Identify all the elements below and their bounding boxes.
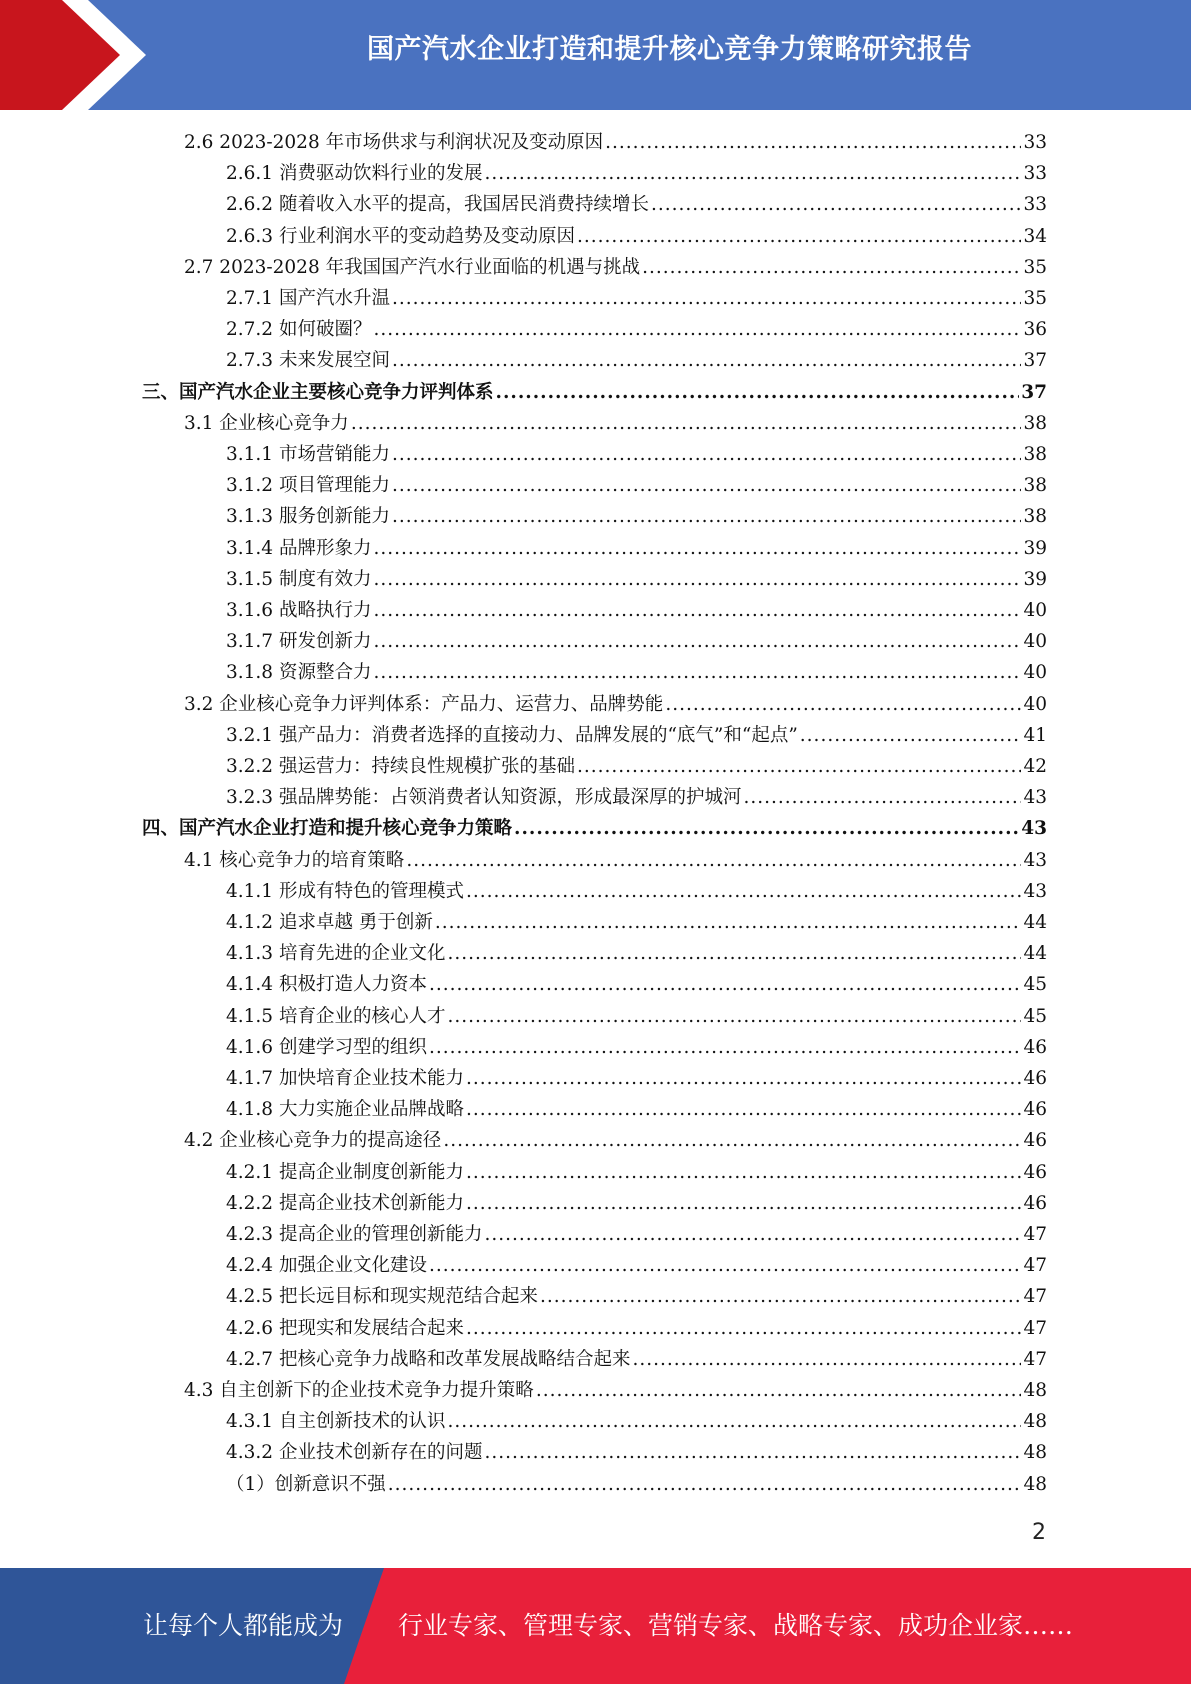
- toc-entry-page: 40: [1023, 631, 1047, 653]
- toc-entry[interactable]: [226, 595, 1047, 626]
- toc-entry-title: 4.1.8 大力实施企业品牌战略: [226, 1099, 464, 1121]
- toc-entry-page: 34: [1023, 225, 1047, 247]
- toc-entry[interactable]: [226, 1094, 1047, 1125]
- toc-entry-page: 46: [1023, 1130, 1047, 1152]
- toc-entry-title: 3.1.2 项目管理能力: [226, 475, 390, 497]
- toc-entry-page: 43: [1023, 787, 1047, 809]
- toc-entry-page: 47: [1023, 1255, 1047, 1277]
- toc-entry-page: 43: [1021, 818, 1047, 840]
- toc-dot-leader: [651, 189, 1021, 220]
- toc-dot-leader: [496, 377, 1020, 408]
- toc-entry-title: 4.2.5 把长远目标和现实规范结合起来: [226, 1286, 538, 1308]
- toc-entry-title: 三、国产汽水企业主要核心竞争力评判体系: [142, 381, 494, 403]
- toc-entry[interactable]: [226, 1219, 1047, 1250]
- toc-entry[interactable]: [226, 1469, 1047, 1500]
- toc-dot-leader: [605, 127, 1021, 158]
- toc-entry[interactable]: [226, 969, 1047, 1000]
- toc-entry[interactable]: [142, 377, 1047, 408]
- toc-entry-title: 3.1.1 市场营销能力: [226, 444, 390, 465]
- toc-dot-leader: [373, 595, 1021, 626]
- toc-entry-title: 3.2.1 强产品力：消费者选择的直接动力、品牌发展的“底气”和“起点”: [226, 724, 798, 746]
- toc-dot-leader: [484, 158, 1021, 189]
- toc-entry-page: 35: [1023, 288, 1047, 309]
- toc-entry-title: 4.1.4 积极打造人力资本: [226, 974, 427, 996]
- toc-entry-page: 46: [1023, 1161, 1047, 1183]
- toc-entry-title: 3.2.3 强品牌势能：占领消费者认知资源，形成最深厚的护城河: [226, 787, 742, 809]
- toc-entry-title: 4.1.2 追求卓越 勇于创新: [226, 912, 433, 933]
- toc-entry-title: 2.6.3 行业利润水平的变动趋势及变动原因: [226, 225, 575, 247]
- toc-entry-page: 38: [1023, 506, 1047, 528]
- toc-dot-leader: [392, 283, 1021, 314]
- toc-entry[interactable]: [142, 813, 1047, 844]
- toc-dot-leader: [351, 408, 1022, 439]
- toc-entry[interactable]: [184, 408, 1047, 439]
- toc-dot-leader: [800, 720, 1022, 751]
- page-number: 2: [1032, 1520, 1046, 1545]
- toc-dot-leader: [632, 1344, 1021, 1375]
- toc-entry-page: 46: [1023, 1036, 1047, 1058]
- toc-entry-page: 40: [1023, 662, 1047, 684]
- toc-dot-leader: [466, 876, 1021, 907]
- footer-slogan-left: 让每个人都能成为: [143, 1611, 344, 1640]
- toc-entry-page: 44: [1023, 912, 1047, 933]
- toc-entry-page: 45: [1023, 1005, 1047, 1027]
- toc-dot-leader: [373, 314, 1021, 345]
- toc-entry-page: 48: [1023, 1473, 1047, 1495]
- toc-entry-page: 35: [1023, 256, 1047, 278]
- toc-entry-title: 3.1.4 品牌形象力: [226, 537, 372, 559]
- toc-entry[interactable]: [226, 876, 1047, 907]
- toc-entry[interactable]: [226, 1406, 1047, 1437]
- toc-entry-title: 4.1.1 形成有特色的管理模式: [226, 880, 464, 902]
- toc-entry-title: 4.1.7 加快培育企业技术能力: [226, 1068, 464, 1089]
- toc-dot-leader: [392, 439, 1021, 470]
- toc-dot-leader: [392, 470, 1021, 501]
- toc-entry-title: 4.1.3 培育先进的企业文化: [226, 943, 446, 965]
- toc-entry[interactable]: [226, 1032, 1047, 1063]
- toc-dot-leader: [466, 1063, 1021, 1094]
- toc-entry-page: 33: [1023, 132, 1047, 153]
- toc-dot-leader: [373, 533, 1021, 564]
- toc-entry-title: 3.1.7 研发创新力: [226, 631, 372, 653]
- toc-entry-title: 3.2.2 强运营力：持续良性规模扩张的基础: [226, 756, 575, 777]
- toc-entry-title: 3.1.3 服务创新能力: [226, 506, 390, 528]
- toc-dot-leader: [406, 845, 1021, 876]
- toc-entry-page: 37: [1021, 381, 1047, 403]
- toc-dot-leader: [484, 1219, 1021, 1250]
- toc-entry-page: 33: [1023, 163, 1047, 185]
- toc-entry-title: 4.3 自主创新下的企业技术竞争力提升策略: [184, 1380, 534, 1401]
- toc-entry[interactable]: [184, 845, 1047, 876]
- header-banner: [0, 0, 1191, 110]
- footer-slogan-right: 行业专家、管理专家、营销专家、战略专家、成功企业家……: [398, 1611, 1074, 1640]
- toc-entry[interactable]: [184, 1125, 1047, 1156]
- toc-dot-leader: [435, 907, 1022, 938]
- toc-entry-title: 4.2.3 提高企业的管理创新能力: [226, 1224, 483, 1245]
- toc-entry-page: 44: [1023, 943, 1047, 965]
- toc-entry-title: 3.1.6 战略执行力: [226, 600, 372, 621]
- toc-entry[interactable]: [226, 938, 1047, 969]
- toc-dot-leader: [392, 345, 1021, 376]
- toc-dot-leader: [484, 1437, 1021, 1468]
- toc-entry-page: 38: [1023, 475, 1047, 497]
- toc-entry-title: 3.2 企业核心竞争力评判体系：产品力、运营力、品牌势能: [184, 693, 664, 715]
- toc-entry-title: 4.2.2 提高企业技术创新能力: [226, 1192, 464, 1214]
- toc-entry[interactable]: [226, 564, 1047, 595]
- toc-entry[interactable]: [226, 1344, 1047, 1375]
- toc-dot-leader: [447, 1406, 1021, 1437]
- toc-entry[interactable]: [226, 1188, 1047, 1219]
- toc-entry[interactable]: [226, 751, 1047, 782]
- toc-entry[interactable]: [226, 782, 1047, 813]
- toc-entry-title: 2.7.1 国产汽水升温: [226, 288, 390, 309]
- toc-dot-leader: [388, 1469, 1022, 1500]
- toc-entry-title: 4.3.1 自主创新技术的认识: [226, 1411, 446, 1433]
- toc-entry-page: 47: [1023, 1317, 1047, 1339]
- toc-entry-title: 2.7.2 如何破圈？: [226, 319, 372, 341]
- toc-entry-page: 46: [1023, 1068, 1047, 1089]
- toc-entry[interactable]: [184, 252, 1047, 283]
- toc-entry[interactable]: [226, 1313, 1047, 1344]
- toc-entry-page: 39: [1023, 568, 1047, 590]
- toc-dot-leader: [429, 1032, 1021, 1063]
- toc-entry-title: 3.1.5 制度有效力: [226, 568, 372, 590]
- toc-entry-page: 48: [1023, 1442, 1047, 1464]
- toc-entry-page: 36: [1023, 319, 1047, 341]
- toc-entry-page: 45: [1023, 974, 1047, 996]
- toc-dot-leader: [743, 782, 1021, 813]
- toc-entry-title: 2.7 2023-2028 年我国国产汽水行业面临的机遇与挑战: [184, 256, 641, 278]
- toc-entry[interactable]: [226, 626, 1047, 657]
- toc-dot-leader: [373, 564, 1021, 595]
- footer-banner: [0, 1568, 1191, 1684]
- toc-entry[interactable]: [226, 1437, 1047, 1468]
- toc-entry[interactable]: [226, 501, 1047, 532]
- toc-entry-page: 47: [1023, 1224, 1047, 1245]
- toc-entry-page: 42: [1023, 756, 1047, 777]
- toc-entry-page: 37: [1023, 350, 1047, 372]
- report-title: 国产汽水企业打造和提升核心竞争力策略研究报告: [367, 34, 972, 65]
- toc-dot-leader: [447, 1001, 1021, 1032]
- toc-dot-leader: [373, 626, 1021, 657]
- toc-entry[interactable]: [226, 314, 1047, 345]
- toc-entry-title: 4.1.5 培育企业的核心人才: [226, 1005, 446, 1027]
- toc-entry[interactable]: [226, 1250, 1047, 1281]
- toc-entry-title: 4.2.4 加强企业文化建设: [226, 1255, 427, 1277]
- toc-dot-leader: [540, 1281, 1021, 1312]
- toc-entry[interactable]: [226, 158, 1047, 189]
- toc-entry[interactable]: [226, 1281, 1047, 1312]
- toc-entry-page: 39: [1023, 537, 1047, 559]
- toc-dot-leader: [443, 1125, 1021, 1156]
- toc-dot-leader: [466, 1094, 1021, 1125]
- toc-dot-leader: [466, 1188, 1021, 1219]
- toc-entry[interactable]: [226, 189, 1047, 220]
- toc-dot-leader: [466, 1157, 1021, 1188]
- toc-entry-title: 4.1.6 创建学习型的组织: [226, 1036, 427, 1058]
- toc-entry-page: 46: [1023, 1099, 1047, 1121]
- toc-dot-leader: [665, 689, 1021, 720]
- toc-dot-leader: [429, 1250, 1021, 1281]
- toc-entry-page: 38: [1023, 444, 1047, 465]
- toc-entry-title: 3.1.8 资源整合力: [226, 662, 372, 684]
- toc-entry[interactable]: [226, 283, 1047, 314]
- toc-entry[interactable]: [226, 345, 1047, 376]
- toc-entry-title: 4.2 企业核心竞争力的提高途径: [184, 1130, 442, 1152]
- toc-entry-title: 4.2.1 提高企业制度创新能力: [226, 1161, 464, 1183]
- toc-dot-leader: [642, 252, 1021, 283]
- toc-entry-title: （1）创新意识不强: [226, 1473, 386, 1495]
- toc-entry-page: 40: [1023, 600, 1047, 621]
- toc-entry-page: 38: [1023, 412, 1047, 434]
- toc-dot-leader: [577, 221, 1021, 252]
- toc-entry-page: 43: [1023, 849, 1047, 871]
- toc-entry-page: 48: [1023, 1380, 1047, 1401]
- toc-entry-title: 4.1 核心竞争力的培育策略: [184, 849, 405, 871]
- toc-entry-page: 33: [1023, 194, 1047, 216]
- toc-entry-title: 2.6.1 消费驱动饮料行业的发展: [226, 163, 483, 185]
- toc-entry[interactable]: [226, 221, 1047, 252]
- toc-dot-leader: [392, 501, 1021, 532]
- toc-entry-title: 四、国产汽水企业打造和提升核心竞争力策略: [142, 818, 513, 840]
- toc-entry-page: 40: [1023, 693, 1047, 715]
- toc-entry[interactable]: [226, 720, 1047, 751]
- toc-entry-page: 47: [1023, 1286, 1047, 1308]
- toc-entry-title: 2.6 2023-2028 年市场供求与利润状况及变动原因: [184, 132, 604, 153]
- toc-dot-leader: [577, 751, 1021, 782]
- toc-entry[interactable]: [226, 439, 1047, 470]
- toc-entry-title: 4.2.7 把核心竞争力战略和改革发展战略结合起来: [226, 1348, 631, 1370]
- toc-entry-page: 43: [1023, 880, 1047, 902]
- toc-entry[interactable]: [226, 533, 1047, 564]
- toc-entry-page: 47: [1023, 1348, 1047, 1370]
- toc-entry[interactable]: [226, 907, 1047, 938]
- toc-entry-title: 2.7.3 未来发展空间: [226, 350, 390, 372]
- toc-dot-leader: [514, 813, 1019, 844]
- toc-entry[interactable]: [226, 1001, 1047, 1032]
- toc-entry[interactable]: [184, 689, 1047, 720]
- toc-entry-page: 46: [1023, 1192, 1047, 1214]
- toc-entry[interactable]: [184, 127, 1047, 158]
- toc-dot-leader: [447, 938, 1021, 969]
- toc-entry-title: 4.2.6 把现实和发展结合起来: [226, 1317, 464, 1339]
- toc-entry[interactable]: [184, 1375, 1047, 1406]
- toc-dot-leader: [373, 657, 1021, 688]
- toc-entry-title: 2.6.2 随着收入水平的提高，我国居民消费持续增长: [226, 194, 649, 216]
- toc-entry-title: 3.1 企业核心竞争力: [184, 412, 349, 434]
- toc-entry[interactable]: [226, 657, 1047, 688]
- toc-entry[interactable]: [226, 1157, 1047, 1188]
- toc-entry[interactable]: [226, 470, 1047, 501]
- toc-dot-leader: [429, 969, 1021, 1000]
- toc-entry-title: 4.3.2 企业技术创新存在的问题: [226, 1442, 483, 1464]
- toc-dot-leader: [536, 1375, 1022, 1406]
- toc-entry-page: 41: [1023, 724, 1047, 746]
- toc-entry-page: 48: [1023, 1411, 1047, 1433]
- toc-dot-leader: [466, 1313, 1021, 1344]
- toc-entry[interactable]: [226, 1063, 1047, 1094]
